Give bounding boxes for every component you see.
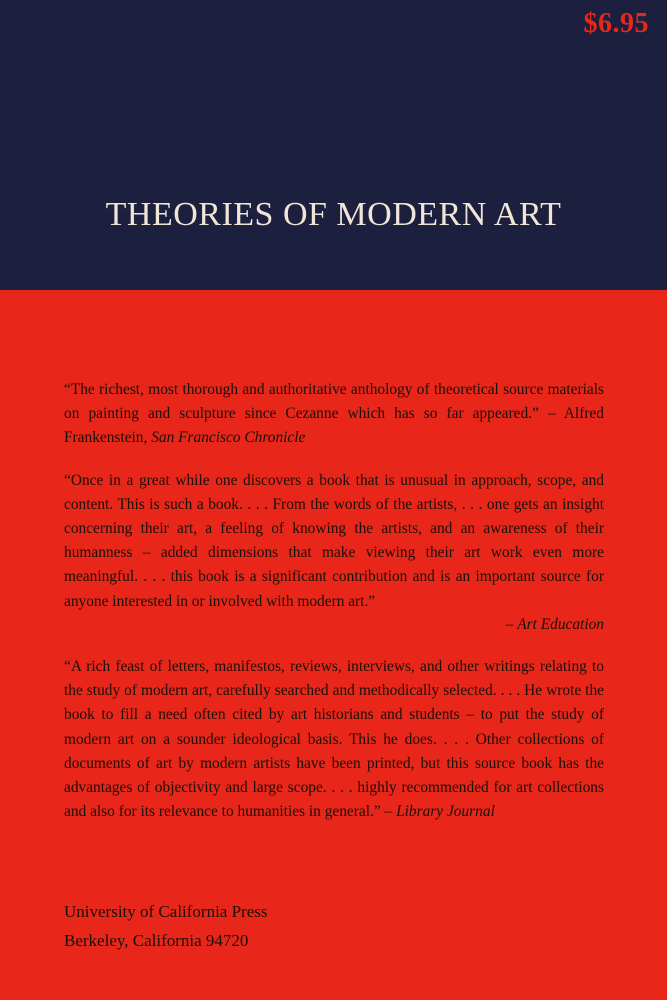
- blurb-1-text: “The richest, most thorough and authoritative anthology of theoretical source materials on painting and sculpture since Cezanne which has so far appeared.”: [64, 381, 604, 423]
- price-label: $6.95: [583, 8, 649, 39]
- blurb-3-text: “A rich feast of letters, manifestos, reviews, interviews, and other writings relating to the study of modern art, carefully searched and methodically selected. . . . He wrote the book to fill a need often cited by art historians and students – to put the study of modern art on a sounder ideological basis. This he does. . . . Other collections of documents of art by modern artists have been printed, but this source book has the advantages of objectivity and large scope. . . . highly recommended for art collections and also for its relevance to humanities in general.”: [64, 658, 604, 821]
- publisher-address: Berkeley, California 94720: [64, 931, 249, 950]
- top-navy-band: [0, 0, 667, 290]
- blurb-3-source: Library Journal: [396, 803, 495, 821]
- blurb-2-text: “Once in a great while one discovers a book that is unusual in approach, scope, and content. This is such a book. . . . From the words of the artists, . . . one gets an insight concerning their art, a feeling of knowing the artists, and an awareness of their humanness – added dimensions that make viewing their art work even more meaningful. . . . this book is a significant contribution and is an important source for anyone interested in or involved with modern art.”: [64, 471, 604, 610]
- blurb-1-source: San Francisco Chronicle: [151, 429, 306, 447]
- blurb-2-attribution-line: [64, 613, 604, 637]
- blurb-3-attribution: –: [380, 803, 397, 821]
- blurb-2-source: Art Education: [517, 615, 604, 633]
- blurb-2: [64, 469, 604, 637]
- review-blurbs: [64, 378, 604, 842]
- publisher-block: [64, 897, 268, 955]
- blurb-3: [64, 655, 604, 824]
- blurb-1-attribution: – Alfred Frankenstein,: [64, 405, 604, 447]
- blurb-1: [64, 378, 604, 451]
- publisher-name: University of California Press: [64, 902, 268, 921]
- book-title: THEORIES OF MODERN ART: [105, 196, 562, 233]
- blurb-2-attribution: –: [505, 615, 518, 633]
